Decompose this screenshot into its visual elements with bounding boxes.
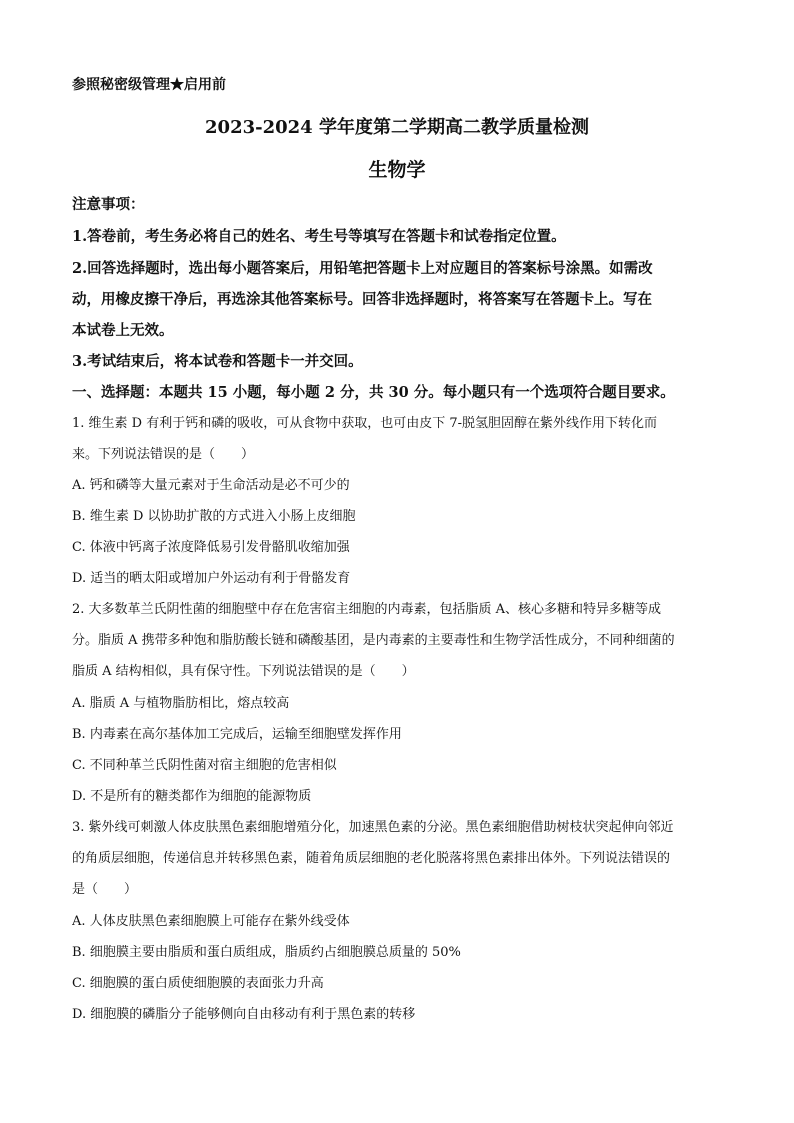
notice-item-3: 3.考试结束后，将本试卷和答题卡一并交回。: [72, 353, 363, 370]
q2-stem-line-1: 2. 大多数革兰氏阴性菌的细胞壁中存在危害宿主细胞的内毒素，包括脂质 A、核心多糖和特异多糖等成: [72, 602, 662, 617]
section-heading-choice: 一、选择题：本题共 15 小题，每小题 2 分，共 30 分。每小题只有一个选项符合题目要求。: [72, 384, 675, 401]
q1-option-c: C. 体液中钙离子浓度降低易引发骨骼肌收缩加强: [72, 540, 350, 555]
q2-option-d: D. 不是所有的糖类都作为细胞的能源物质: [72, 789, 312, 804]
notice-item-1: 1.答卷前，考生务必将自己的姓名、考生号等填写在答题卡和试卷指定位置。: [72, 228, 566, 245]
q1-option-d: D. 适当的晒太阳或增加户外运动有利于骨骼发育: [72, 571, 351, 586]
q3-option-c: C. 细胞膜的蛋白质使细胞膜的表面张力升高: [72, 976, 324, 991]
q1-stem-line-1: 1. 维生素 D 有利于钙和磷的吸收，可从食物中获取，也可由皮下 7-脱氢胆固醇在紫外线作用下转化而: [72, 416, 658, 431]
q2-stem-line-3: 脂质 A 结构相似，具有保守性。下列说法错误的是（ ）: [72, 664, 415, 679]
q1-option-a: A. 钙和磷等大量元素对于生命活动是必不可少的: [72, 478, 350, 493]
q1-stem-line-2: 来。下列说法错误的是（ ）: [72, 447, 255, 462]
notice-item-2-end: 本试卷上无效。: [72, 322, 174, 339]
q3-option-a: A. 人体皮肤黑色素细胞膜上可能存在紫外线受体: [72, 914, 350, 929]
q3-stem-line-2: 的角质层细胞，传递信息并转移黑色素，随着角质层细胞的老化脱落将黑色素排出体外。下列说法错误的: [72, 851, 671, 866]
q3-stem-line-1: 3. 紫外线可刺激人体皮肤黑色素细胞增殖分化，加速黑色素的分泌。黑色素细胞借助树枝状突起伸向邻近: [72, 820, 674, 835]
q2-option-b: B. 内毒素在高尔基体加工完成后，运输至细胞壁发挥作用: [72, 727, 402, 742]
q3-option-d: D. 细胞膜的磷脂分子能够侧向自由移动有利于黑色素的转移: [72, 1007, 416, 1022]
q2-option-a: A. 脂质 A 与植物脂肪相比，熔点较高: [72, 696, 290, 711]
q2-option-c: C. 不同种革兰氏阴性菌对宿主细胞的危害相似: [72, 758, 337, 773]
notice-heading: 注意事项：: [72, 196, 145, 213]
q3-option-b: B. 细胞膜主要由脂质和蛋白质组成，脂质约占细胞膜总质量的 50%: [72, 945, 461, 960]
exam-title: 2023-2024 学年度第二学期高二教学质量检测: [205, 117, 589, 138]
q1-option-b: B. 维生素 D 以协助扩散的方式进入小肠上皮细胞: [72, 509, 356, 524]
notice-item-2-cont: 动，用橡皮擦干净后，再选涂其他答案标号。回答非选择题时，将答案写在答题卡上。写在: [72, 291, 652, 308]
q2-stem-line-2: 分。脂质 A 携带多种饱和脂肪酸长链和磷酸基团，是内毒素的主要毒性和生物学活性成分，不同种细菌的: [72, 633, 675, 648]
subject-title: 生物学: [368, 159, 426, 181]
secrecy-label: 参照秘密级管理★启用前: [72, 77, 226, 93]
q3-stem-line-3: 是（ ）: [72, 882, 138, 897]
notice-item-2: 2.回答选择题时，选出每小题答案后，用铅笔把答题卡上对应题目的答案标号涂黑。如需改: [72, 260, 653, 277]
